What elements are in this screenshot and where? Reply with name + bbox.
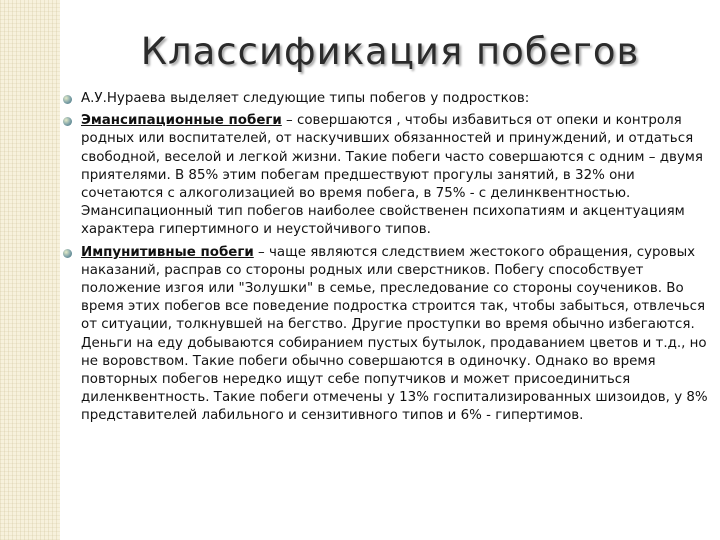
slide-title: Классификация побегов (140, 30, 640, 73)
term-emancipation: Эмансипационные побеги (81, 113, 282, 129)
term-impunitive: Импунитивные побеги (81, 244, 254, 260)
bullet-dot-icon (63, 117, 72, 126)
bullet-emancipation (62, 112, 712, 239)
slide-content (62, 90, 712, 430)
bullet-emancipation-text: – совершаются , чтобы избавиться от опеки и контроля родных или воспитателей, от наскучивших обязанностей и принуждений, и отдаться свободной, веселой и легкой жизни. Такие побеги часто совершаются с одним – двумя приятелями. В 85% этим побегам предшествуют прогулы занятий, в 32% они сочетаются с алкоголизацией во время побега, в 75% - с делинквентностью. Эмансипационный тип побегов наиболее свойственен психопатиям и акцентуациям характера гипертимного и неустойчивого типов. (81, 113, 703, 238)
bullet-dot-icon (63, 95, 72, 104)
decorative-side-strip (0, 0, 60, 540)
bullet-impunitive (62, 244, 712, 426)
bullet-intro-text: А.У.Нураева выделяет следующие типы побегов у подростков: (81, 91, 530, 106)
bullet-impunitive-text: – чаще являются следствием жестокого обращения, суровых наказаний, расправ со стороны родных или сверстников. Побегу способствует положение изгоя или "Золушки" в семье, преследование со стороны соучеников. Во время этих побегов все поведение подростка строится так, чтобы забыться, отвлечься от ситуации, толкнувшей на бегство. Другие проступки во время обычно избегаются. Деньги на еду добываются собиранием пустых бутылок, продаванием цветов и т.д., но не воровством. Такие побеги обычно совершаются в одиночку. Однако во время повторных побегов нередко ищут себе попутчиков и может присоединиться диленквентность. Такие побеги отмечены у 13% госпитализированных шизоидов, у 8% представителей лабильного и сензитивного типов и 6% - гипертимов. (81, 244, 708, 424)
bullet-intro (62, 90, 712, 108)
bullet-dot-icon (63, 249, 72, 258)
